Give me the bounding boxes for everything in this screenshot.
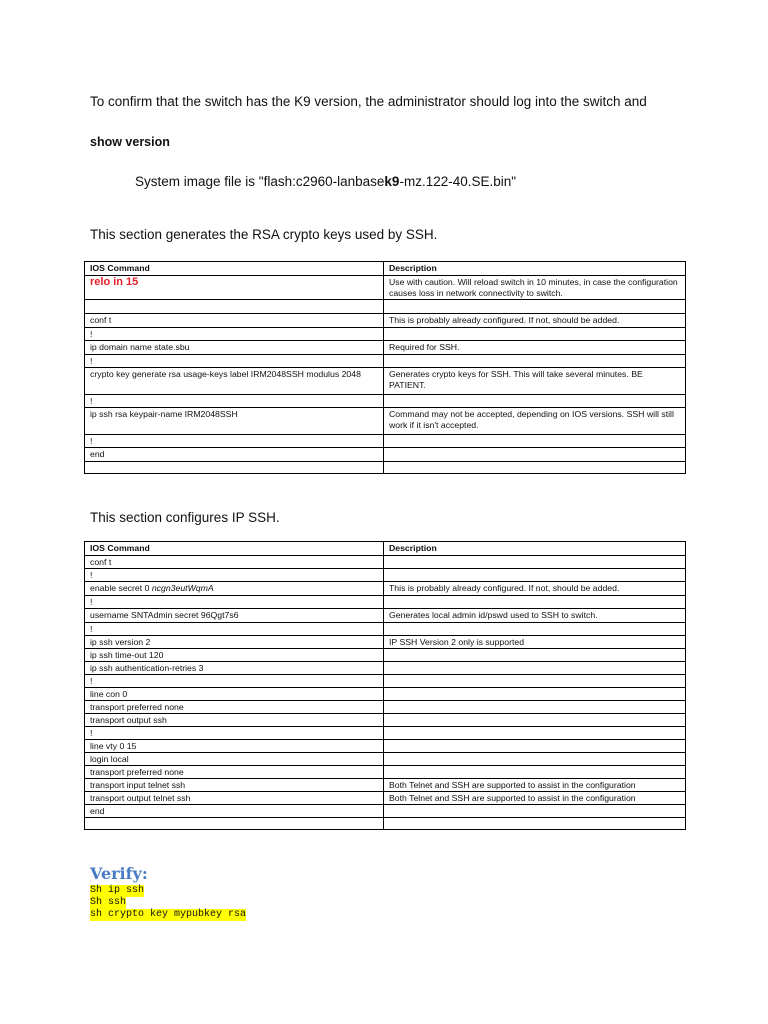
command-text: transport output ssh [90,715,167,725]
description-cell [384,740,686,753]
table-row [85,818,686,830]
command-text: conf t [90,315,112,325]
table-row [85,355,686,368]
command-text: login local [90,754,129,764]
command-text: ! [90,356,93,366]
command-text: ! [90,396,93,406]
table-row [85,727,686,740]
table-header-row [85,542,686,556]
command-cell [85,368,384,395]
command-cell [85,582,384,596]
command-cell [85,766,384,779]
rsa-keys-table [84,261,686,474]
description-cell [384,448,686,462]
image-line-bold: k9 [384,174,400,189]
show-version-command: show version [90,135,170,149]
description-cell: This is probably already configured. If not, should be added. [384,314,686,328]
description-cell [384,569,686,582]
ip-ssh-table [84,541,686,830]
table-row [85,701,686,714]
command-text: ! [90,329,93,339]
command-cell [85,276,384,300]
table-row [85,556,686,569]
table-row [85,766,686,779]
command-cell [85,328,384,341]
command-text: transport output telnet ssh [90,793,191,803]
description-cell [384,818,686,830]
command-text: relo in 15 [90,276,139,288]
description-cell [384,355,686,368]
command-cell [85,688,384,701]
table-row [85,408,686,435]
table-row [85,368,686,395]
command-cell [85,675,384,688]
table-row [85,395,686,408]
table-row [85,328,686,341]
command-text: ! [90,570,93,580]
command-text: transport input telnet ssh [90,780,186,790]
description-cell [384,395,686,408]
image-line-prefix: System image file is "flash:c2960-lanbase [135,174,385,189]
command-cell [85,462,384,474]
command-text: end [90,806,105,816]
command-text: ! [90,676,93,686]
table-row [85,462,686,474]
intro-paragraph: To confirm that the switch has the K9 version, the administrator should log into the switch and [90,94,647,109]
table-row [85,341,686,355]
table-row [85,623,686,636]
command-text: ip ssh authentication-retries 3 [90,663,204,673]
command-text: conf t [90,557,112,567]
description-cell [384,766,686,779]
table-row [85,753,686,766]
table-row [85,714,686,727]
command-cell [85,408,384,435]
description-cell [384,328,686,341]
command-text: transport preferred none [90,767,184,777]
command-cell [85,395,384,408]
command-text: ! [90,436,93,446]
table-row [85,688,686,701]
table-row [85,740,686,753]
table-row [85,662,686,675]
secret-value: ncgn3eutWqmA [151,583,214,593]
command-text: transport preferred none [90,702,184,712]
description-cell: Both Telnet and SSH are supported to assist in the configuration [384,792,686,805]
description-cell: Generates local admin id/pswd used to SSH to switch. [384,609,686,623]
description-cell: Required for SSH. [384,341,686,355]
command-text: ip ssh version 2 [90,637,151,647]
command-cell [85,435,384,448]
command-cell [85,636,384,649]
command-cell [85,727,384,740]
description-cell: Command may not be accepted, depending on IOS versions. SSH will still work if it isn't accepted. [384,408,686,435]
command-cell [85,740,384,753]
command-text: ip ssh rsa keypair-name IRM2048SSH [90,409,238,419]
command-cell [85,569,384,582]
command-cell [85,701,384,714]
verify-command: sh crypto key mypubkey rsa [90,909,247,920]
command-cell [85,448,384,462]
command-text: enable secret 0 [90,583,152,593]
command-cell [85,792,384,805]
description-cell [384,805,686,818]
command-text: crypto key generate rsa usage-keys label IRM2048SSH modulus 2048 [90,369,361,379]
description-cell: IP SSH Version 2 only is supported [384,636,686,649]
section1-heading: This section generates the RSA crypto keys used by SSH. [90,227,438,242]
command-cell [85,779,384,792]
command-cell [85,805,384,818]
table-row [85,636,686,649]
table-row [85,435,686,448]
table-row [85,582,686,596]
description-cell [384,727,686,740]
description-cell [384,662,686,675]
command-text: line vty 0 15 [90,741,137,751]
table-row [85,569,686,582]
command-cell [85,714,384,727]
command-cell [85,355,384,368]
command-text: end [90,449,105,459]
description-cell: This is probably already configured. If not, should be added. [384,582,686,596]
description-cell [384,649,686,662]
description-cell [384,435,686,448]
command-cell [85,662,384,675]
col-header-description: Description [384,262,686,276]
command-cell [85,818,384,830]
command-cell [85,649,384,662]
command-text: ip domain name state.sbu [90,342,190,352]
col-header-description: Description [384,542,686,556]
section2-heading: This section configures IP SSH. [90,510,280,525]
table-row [85,779,686,792]
command-cell [85,609,384,623]
command-text: username SNTAdmin secret 96Qgt7s6 [90,610,239,620]
col-header-command: IOS Command [85,542,384,556]
table-row [85,792,686,805]
command-cell [85,556,384,569]
table-row [85,314,686,328]
table-row [85,448,686,462]
description-cell [384,701,686,714]
command-cell [85,623,384,636]
command-text: ! [90,728,93,738]
command-cell [85,314,384,328]
description-cell: Both Telnet and SSH are supported to assist in the configuration [384,779,686,792]
command-text: ip ssh time-out 120 [90,650,164,660]
description-cell [384,556,686,569]
verify-command: Sh ssh [90,897,127,908]
table-row [85,596,686,609]
description-cell [384,300,686,314]
description-cell: Generates crypto keys for SSH. This will take several minutes. BE PATIENT. [384,368,686,395]
command-cell [85,753,384,766]
description-cell: Use with caution. Will reload switch in 10 minutes, in case the configuration causes loss in network connectivity to switch. [384,276,686,300]
system-image-line [135,174,516,189]
verify-command: Sh ip ssh [90,885,145,896]
table-row [85,675,686,688]
description-cell [384,596,686,609]
description-cell [384,688,686,701]
table-row [85,805,686,818]
table-header-row [85,262,686,276]
table-row [85,276,686,300]
command-text: ! [90,624,93,634]
command-text: ! [90,597,93,607]
command-cell [85,341,384,355]
description-cell [384,462,686,474]
description-cell [384,714,686,727]
description-cell [384,675,686,688]
command-text: line con 0 [90,689,128,699]
table-row [85,300,686,314]
verify-heading: Verify: [90,864,148,883]
col-header-command: IOS Command [85,262,384,276]
command-cell [85,300,384,314]
table-row [85,649,686,662]
table-row [85,609,686,623]
image-line-suffix: -mz.122-40.SE.bin" [399,174,517,189]
description-cell [384,753,686,766]
command-cell [85,596,384,609]
description-cell [384,623,686,636]
